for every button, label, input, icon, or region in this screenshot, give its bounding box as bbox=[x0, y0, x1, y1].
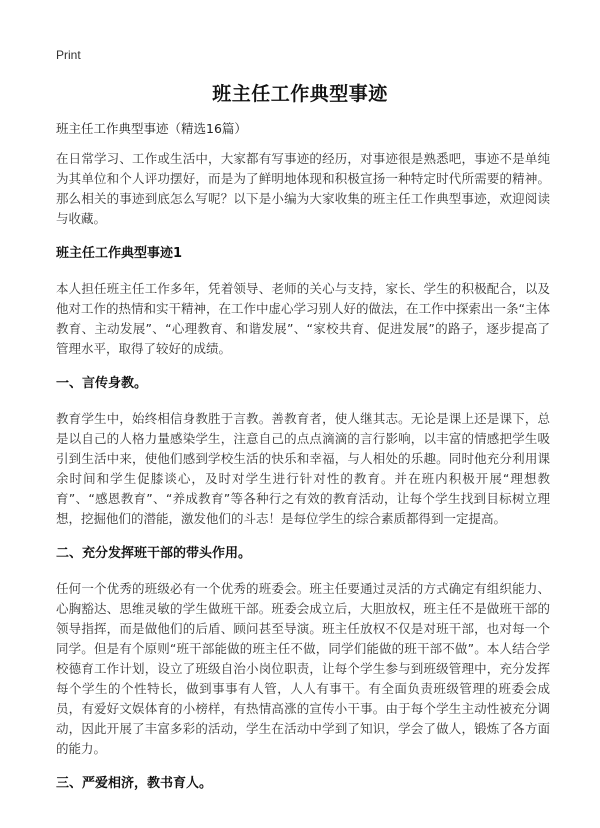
section-heading-1: 班主任工作典型事迹1 bbox=[56, 246, 183, 261]
subsection-b-paragraph: 任何一个优秀的班级必有一个优秀的班委会。班主任要通过灵活的方式确定有组织能力、心胸豁达、思维灵敏的学生做班干部。班委会成立后，大胆放权，班主任不是做班干部的领导指挥，而是做他们的后盾、顾问甚至导演。班主任放权不仅是对班干部，也对每一个同学。但是有个原则“班干部能做的班主任不做，同学们能做的班干部不做”。本人结合学校德育工作计划，设立了班级自治小岗位职责，让每个学生参与到班级管理中，充分发挥每个学生的个性特长，做到事事有人管，人人有事干。有全面负责班级管理的班委会成员，有爱好文娱体育的小榜样，有热情高涨的宣传小干事。由于每个学生主动性被充分调动，因此开展了丰富多彩的活动，学生在活动中学到了知识，学会了做人，锻炼了各方面的能力。 bbox=[56, 581, 550, 756]
article-body bbox=[56, 119, 550, 809]
subsection-heading-b: 二、充分发挥班干部的带头作用。 bbox=[56, 546, 252, 561]
subsection-heading-a: 一、言传身教。 bbox=[56, 376, 148, 391]
subsection-heading-c: 三、严爱相济，教书育人。 bbox=[56, 776, 213, 791]
intro-paragraph: 在日常学习、工作或生活中，大家都有写事迹的经历，对事迹很是熟悉吧，事迹不是单纯为其单位和个人评功摆好，而是为了鲜明地体现和积极宣扬一种特定时代所需要的精神。那么相关的事迹到底怎么写呢？以下是小编为大家收集的班主任工作典型事迹，欢迎阅读与收藏。 bbox=[56, 151, 550, 226]
document-subtitle: 班主任工作典型事迹（精选16篇） bbox=[56, 121, 247, 136]
section-1-paragraph: 本人担任班主任工作多年，凭着领导、老师的关心与支持，家长、学生的积极配合，以及他对工作的热情和实干精神，在工作中虚心学习别人好的做法，在工作中探索出一条“主体教育、主动发展”、“心理教育、和谐发展”、“家校共育、促进发展”的路子，逐步提高了管理水平，取得了较好的成绩。 bbox=[56, 281, 550, 356]
subsection-a-paragraph: 教育学生中，始终相信身教胜于言教。善教育者，使人继其志。无论是课上还是课下，总是以自己的人格力量感染学生，注意自己的点点滴滴的言行影响，以丰富的情感把学生吸引到生活中来，使他们感到学校生活的快乐和幸福，与人相处的乐趣。同时他充分利用课余时间和学生促膝谈心，及时对学生进行针对性的教育。并在班内积极开展“理想教育”、“感恩教育”、“养成教育”等各种行之有效的教育活动，让每个学生找到目标树立理想，挖掘他们的潜能，激发他们的斗志！是每位学生的综合素质都得到一定提高。 bbox=[56, 411, 550, 526]
page-title: 班主任工作典型事迹 bbox=[212, 83, 388, 105]
print-link[interactable]: Print bbox=[56, 48, 81, 62]
